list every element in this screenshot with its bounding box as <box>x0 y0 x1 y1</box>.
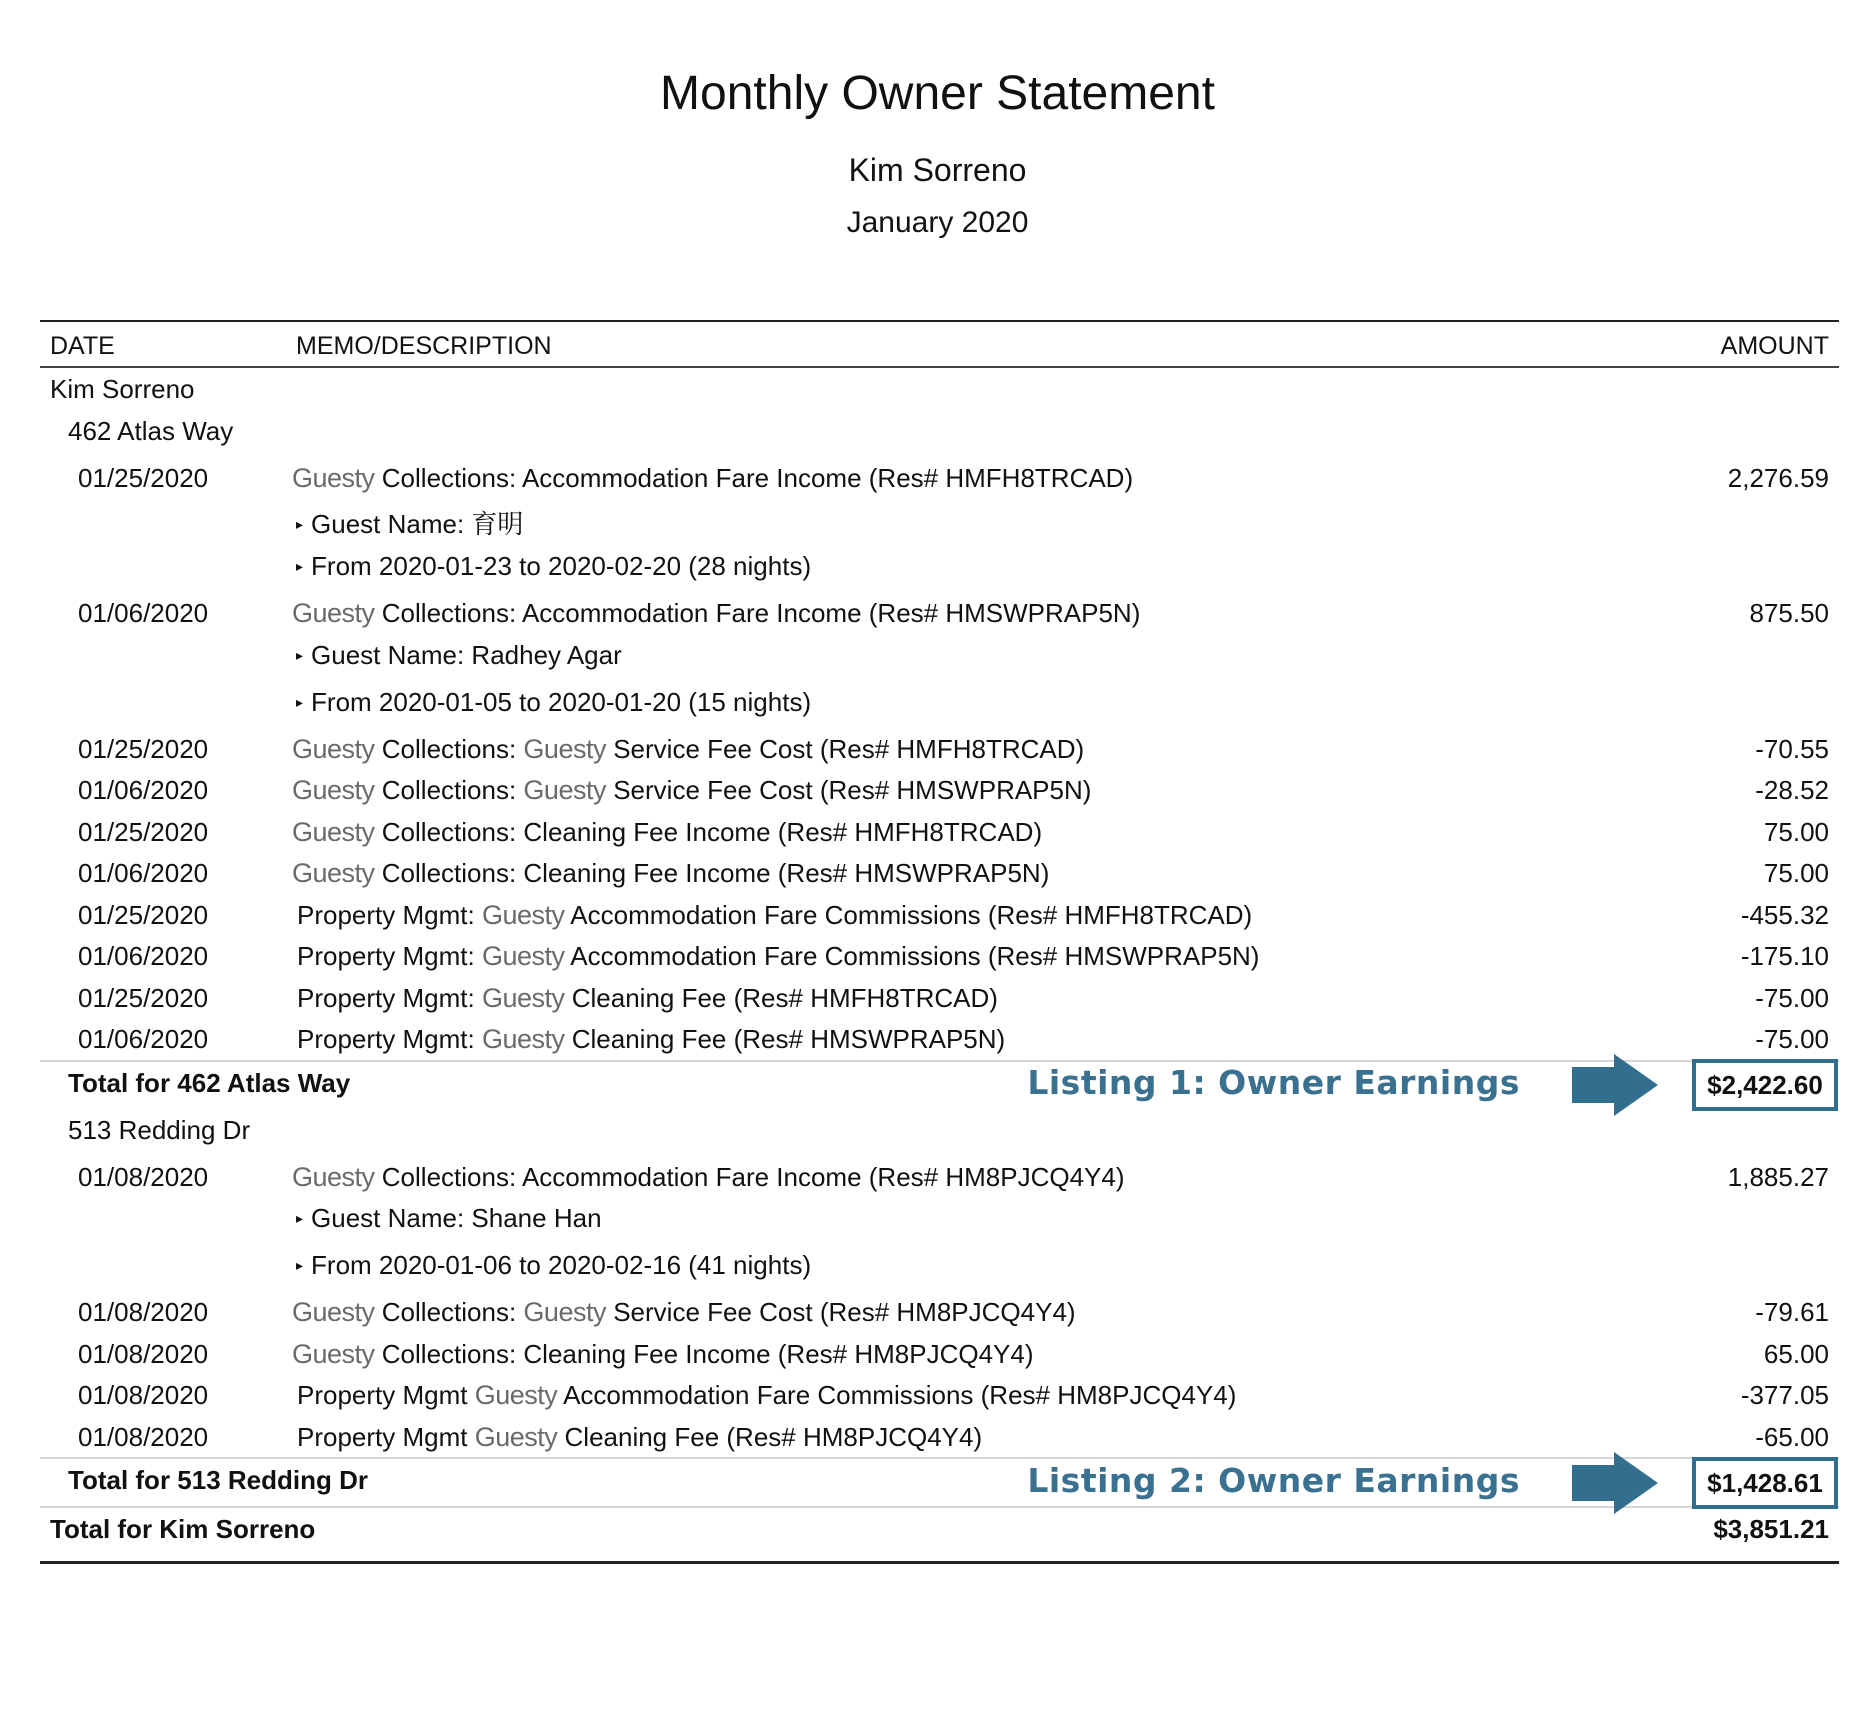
bullet-icon: ▸ <box>296 646 304 663</box>
transaction-date: 01/25/2020 <box>78 733 209 764</box>
memo-text: Service Fee Cost (Res# HMSWPRAP5N) <box>613 775 1092 805</box>
transaction-row <box>40 1333 1839 1375</box>
transaction-date: 01/25/2020 <box>78 462 209 493</box>
detail-value: From 2020-01-05 to 2020-01-20 (15 nights) <box>311 686 812 717</box>
transaction-amount: -65.00 <box>1755 1421 1829 1452</box>
brand-logo-text: Guesty <box>292 1297 375 1327</box>
brand-logo-text: Guesty <box>292 462 375 493</box>
transaction-amount: 2,276.59 <box>1727 462 1829 493</box>
brand-logo-text: Guesty <box>292 598 375 628</box>
transaction-memo <box>292 858 1049 889</box>
transaction-memo <box>297 983 998 1014</box>
column-header-amount: AMOUNT <box>1720 332 1829 360</box>
memo-text: Collections: Accommodation Fare Income (Res# HMSWPRAP5N) <box>381 598 1141 628</box>
memo-text: Collections: Accommodation Fare Income (Res# HM8PJCQ4Y4) <box>381 1161 1125 1192</box>
detail-text <box>296 640 622 671</box>
memo-text: Accommodation Fare Commissions (Res# HM8PJCQ4Y4) <box>563 1380 1237 1410</box>
arrow-shape <box>1572 1452 1658 1514</box>
transaction-date: 01/06/2020 <box>78 598 209 628</box>
transaction-amount: -79.61 <box>1755 1297 1829 1327</box>
transaction-date: 01/06/2020 <box>78 858 209 888</box>
transaction-row <box>40 935 1839 977</box>
memo-text: Cleaning Fee (Res# HM8PJCQ4Y4) <box>564 1421 983 1452</box>
statement-title: Monthly Owner Statement <box>660 67 1215 120</box>
bullet-icon: ▸ <box>296 693 304 710</box>
transaction-date: 01/25/2020 <box>78 982 209 1013</box>
transaction-row <box>40 811 1839 853</box>
transaction-memo <box>292 1339 1034 1370</box>
transaction-row <box>40 852 1839 894</box>
transaction-date: 01/25/2020 <box>78 899 209 930</box>
memo-text: Accommodation Fare Commissions (Res# HMSWPRAP5N) <box>570 941 1260 971</box>
transaction-memo <box>292 463 1133 494</box>
brand-logo-text: Guesty <box>481 899 565 930</box>
arrow-shape <box>1572 1054 1658 1116</box>
transaction-amount: -377.05 <box>1740 1380 1829 1410</box>
brand-logo-text: Guesty <box>481 1024 565 1054</box>
bullet-icon: ▸ <box>296 558 304 574</box>
bullet-icon: ▸ <box>296 1210 304 1226</box>
owner-earnings-annotation: Listing 2: Owner Earnings <box>1027 1460 1520 1500</box>
owner-earnings-annotation: Listing 1: Owner Earnings <box>1027 1063 1520 1102</box>
transaction-amount: -70.55 <box>1755 733 1829 764</box>
memo-text: Collections: Cleaning Fee Income (Res# HMSWPRAP5N) <box>381 858 1050 888</box>
detail-text <box>296 687 811 718</box>
brand-logo-text: Guesty <box>292 733 375 764</box>
brand-logo-text: Guesty <box>292 816 375 847</box>
transaction-memo <box>292 734 1084 765</box>
brand-logo-text: Guesty <box>481 982 565 1013</box>
arrow-right-icon <box>1570 1451 1660 1515</box>
transaction-row <box>40 592 1839 634</box>
transaction-amount: 75.00 <box>1763 858 1829 888</box>
transaction-memo <box>297 1422 982 1453</box>
property-group-label <box>40 410 1839 457</box>
statement-period: January 2020 <box>846 206 1029 239</box>
detail-value: Guest Name: Radhey Agar <box>311 639 622 670</box>
transaction-row <box>40 1374 1839 1416</box>
memo-text: Collections: Cleaning Fee Income (Res# HM8PJCQ4Y4) <box>381 1338 1034 1369</box>
detail-value: From 2020-01-23 to 2020-02-20 (28 nights) <box>311 551 812 581</box>
detail-text <box>296 1203 602 1234</box>
transaction-memo <box>297 1380 1236 1411</box>
memo-prefix: Property Mgmt: <box>297 982 475 1013</box>
transaction-amount: -175.10 <box>1740 941 1829 971</box>
transaction-amount: 75.00 <box>1763 816 1829 847</box>
owner-name: Kim Sorreno <box>848 152 1027 188</box>
column-header-date: DATE <box>50 332 115 360</box>
memo-text: Collections: Accommodation Fare Income (Res# HMFH8TRCAD) <box>381 462 1134 493</box>
transaction-date: 01/25/2020 <box>78 816 209 847</box>
transaction-memo <box>297 1024 1005 1055</box>
grand-total-label: Total for Kim Sorreno <box>50 1514 316 1544</box>
transaction-date: 01/06/2020 <box>78 775 209 805</box>
transaction-amount: -28.52 <box>1755 775 1829 805</box>
brand-logo-text: Guesty <box>474 1421 558 1452</box>
brand-logo-text: Guesty <box>481 941 565 971</box>
memo-prefix: Property Mgmt: <box>297 1024 475 1054</box>
transaction-memo <box>292 775 1091 806</box>
property-name: 513 Redding Dr <box>68 1114 251 1145</box>
transaction-date: 01/06/2020 <box>78 941 209 971</box>
brand-logo-text: Guesty <box>523 733 606 764</box>
transaction-amount: 1,885.27 <box>1727 1161 1829 1192</box>
statement-table <box>40 320 1839 1564</box>
grand-total-row <box>40 1508 1839 1555</box>
transaction-amount: -75.00 <box>1755 1024 1829 1054</box>
brand-logo-text: Guesty <box>523 775 606 805</box>
detail-row <box>40 634 1839 681</box>
detail-value: Guest Name: 育明 <box>311 509 524 539</box>
transaction-date: 01/08/2020 <box>78 1297 209 1327</box>
property-name: 462 Atlas Way <box>68 415 234 446</box>
transaction-date: 01/08/2020 <box>78 1421 209 1452</box>
transaction-row <box>40 977 1839 1019</box>
memo-text: Service Fee Cost (Res# HM8PJCQ4Y4) <box>613 1297 1076 1327</box>
transaction-memo <box>292 1297 1076 1328</box>
bullet-icon: ▸ <box>296 516 304 532</box>
detail-text <box>296 504 523 541</box>
memo-text: Collections: Cleaning Fee Income (Res# HMFH8TRCAD) <box>381 816 1043 847</box>
brand-logo-text: Guesty <box>292 1161 375 1192</box>
detail-value: From 2020-01-06 to 2020-02-16 (41 nights) <box>311 1250 812 1280</box>
table-header <box>40 322 1839 366</box>
memo-prefix: Property Mgmt: <box>297 941 475 971</box>
detail-row <box>40 545 1839 592</box>
memo-prefix: Property Mgmt <box>297 1380 468 1410</box>
property-total-label: Total for 513 Redding Dr <box>68 1465 368 1495</box>
brand-logo-text: Guesty <box>292 1338 375 1369</box>
memo-prefix: Property Mgmt <box>297 1421 468 1452</box>
transaction-row <box>40 1291 1839 1333</box>
transaction-amount: -455.32 <box>1740 899 1829 930</box>
grand-total-amount: $3,851.21 <box>1713 1514 1829 1544</box>
highlighted-owner-earnings-total: $2,422.60 <box>1692 1059 1838 1111</box>
detail-row <box>40 498 1839 545</box>
memo-text: Cleaning Fee (Res# HMSWPRAP5N) <box>571 1024 1006 1054</box>
transaction-memo <box>297 941 1259 972</box>
brand-logo-text: Guesty <box>474 1380 558 1410</box>
transaction-row <box>40 457 1839 499</box>
detail-row <box>40 1244 1839 1291</box>
transaction-memo <box>297 900 1252 931</box>
transaction-memo <box>292 817 1042 848</box>
detail-row <box>40 681 1839 728</box>
transaction-date: 01/08/2020 <box>78 1338 209 1369</box>
highlighted-owner-earnings-total: $1,428.61 <box>1692 1457 1838 1509</box>
transaction-row <box>40 894 1839 936</box>
memo-text: Accommodation Fare Commissions (Res# HMFH8TRCAD) <box>570 899 1253 930</box>
detail-text <box>296 1250 811 1281</box>
transaction-row <box>40 728 1839 770</box>
detail-row <box>40 1197 1839 1244</box>
transaction-amount: -75.00 <box>1755 982 1829 1013</box>
transaction-date: 01/08/2020 <box>78 1161 209 1192</box>
transaction-date: 01/06/2020 <box>78 1024 209 1054</box>
transaction-memo <box>292 598 1140 629</box>
transaction-date: 01/08/2020 <box>78 1380 209 1410</box>
table-bottom-rule <box>40 1561 1839 1564</box>
memo-prefix: Collections: <box>381 1297 517 1327</box>
property-total-label: Total for 462 Atlas Way <box>68 1067 351 1098</box>
memo-text: Cleaning Fee (Res# HMFH8TRCAD) <box>571 982 998 1013</box>
brand-logo-text: Guesty <box>292 858 375 888</box>
owner-label: Kim Sorreno <box>50 374 195 404</box>
owner-group-label <box>40 368 1839 410</box>
memo-text: Service Fee Cost (Res# HMFH8TRCAD) <box>613 733 1085 764</box>
transaction-amount: 875.50 <box>1749 598 1829 628</box>
memo-prefix: Collections: <box>381 733 517 764</box>
detail-text <box>296 551 811 582</box>
arrow-right-icon <box>1570 1053 1660 1117</box>
transaction-amount: 65.00 <box>1763 1338 1829 1369</box>
transaction-row <box>40 1156 1839 1198</box>
transaction-memo <box>292 1162 1125 1193</box>
memo-prefix: Collections: <box>381 775 517 805</box>
column-header-memo: MEMO/DESCRIPTION <box>296 332 552 360</box>
transaction-row <box>40 769 1839 811</box>
brand-logo-text: Guesty <box>292 775 375 805</box>
detail-value: Guest Name: Shane Han <box>311 1203 602 1233</box>
brand-logo-text: Guesty <box>523 1297 606 1327</box>
memo-prefix: Property Mgmt: <box>297 899 475 930</box>
bullet-icon: ▸ <box>296 1257 304 1273</box>
